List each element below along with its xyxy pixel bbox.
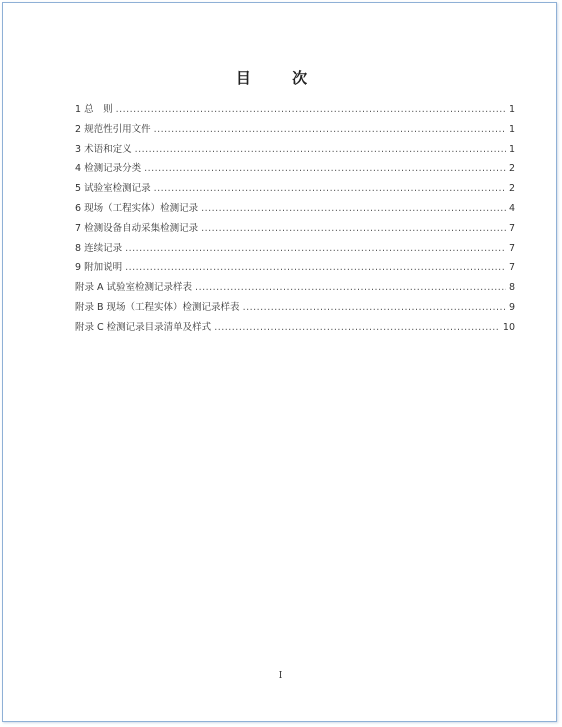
- toc-entry-label: 4 检测记录分类: [75, 163, 142, 175]
- toc-entry-page: 1: [508, 143, 515, 155]
- toc-entry[interactable]: [75, 141, 515, 161]
- toc-entry-page: 7: [508, 242, 515, 254]
- toc-entry-page: 10: [502, 321, 515, 333]
- toc-entry-page: 2: [508, 163, 515, 175]
- toc-entry[interactable]: [75, 121, 515, 141]
- toc-entry-page: 7: [508, 222, 515, 234]
- document-page: [2, 2, 557, 722]
- toc-entry-label: 9 附加说明: [75, 262, 123, 274]
- toc-entry-label: 2 规范性引用文件: [75, 123, 151, 135]
- toc-entry-page: 1: [508, 123, 515, 135]
- toc-entry[interactable]: [75, 180, 515, 200]
- table-of-contents: [75, 101, 515, 339]
- toc-entry[interactable]: [75, 200, 515, 220]
- toc-entry-label: 1 总 则: [75, 104, 113, 115]
- toc-leader-dots: [243, 302, 506, 313]
- toc-leader-dots: [135, 144, 506, 155]
- toc-entry-page: 9: [508, 301, 515, 313]
- toc-entry[interactable]: [75, 259, 515, 279]
- toc-entry[interactable]: [75, 319, 515, 339]
- toc-entry-page: 2: [508, 183, 515, 195]
- toc-entry[interactable]: [75, 279, 515, 299]
- toc-entry-page: 1: [508, 104, 515, 115]
- toc-entry-label: 5 试验室检测记录: [75, 183, 151, 195]
- toc-leader-dots: [214, 322, 500, 333]
- toc-entry-page: 7: [508, 262, 515, 274]
- toc-entry[interactable]: [75, 299, 515, 319]
- toc-leader-dots: [201, 203, 506, 214]
- toc-entry-label: 7 检测设备自动采集检测记录: [75, 222, 199, 234]
- toc-entry-page: 8: [508, 282, 515, 294]
- toc-leader-dots: [195, 282, 506, 293]
- toc-leader-dots: [125, 243, 506, 254]
- toc-leader-dots: [201, 223, 506, 234]
- toc-entry-page: 4: [508, 202, 515, 214]
- toc-entry[interactable]: [75, 240, 515, 260]
- toc-leader-dots: [154, 183, 506, 194]
- toc-entry[interactable]: [75, 160, 515, 180]
- toc-entry-label: 6 现场（工程实体）检测记录: [75, 202, 199, 214]
- toc-entry[interactable]: [75, 101, 515, 121]
- toc-entry[interactable]: [75, 220, 515, 240]
- toc-entry-label: 附录 C 检测记录目录清单及样式: [75, 321, 212, 333]
- page-title: 目 次: [235, 69, 326, 87]
- toc-leader-dots: [116, 104, 506, 115]
- toc-leader-dots: [144, 163, 506, 174]
- page-number: I: [278, 671, 283, 681]
- toc-entry-label: 3 术语和定义: [75, 143, 132, 155]
- toc-entry-label: 附录 A 试验室检测记录样表: [75, 282, 193, 294]
- toc-leader-dots: [154, 124, 506, 135]
- toc-entry-label: 8 连续记录: [75, 242, 123, 254]
- toc-entry-label: 附录 B 现场（工程实体）检测记录样表: [75, 301, 240, 313]
- toc-leader-dots: [125, 262, 506, 273]
